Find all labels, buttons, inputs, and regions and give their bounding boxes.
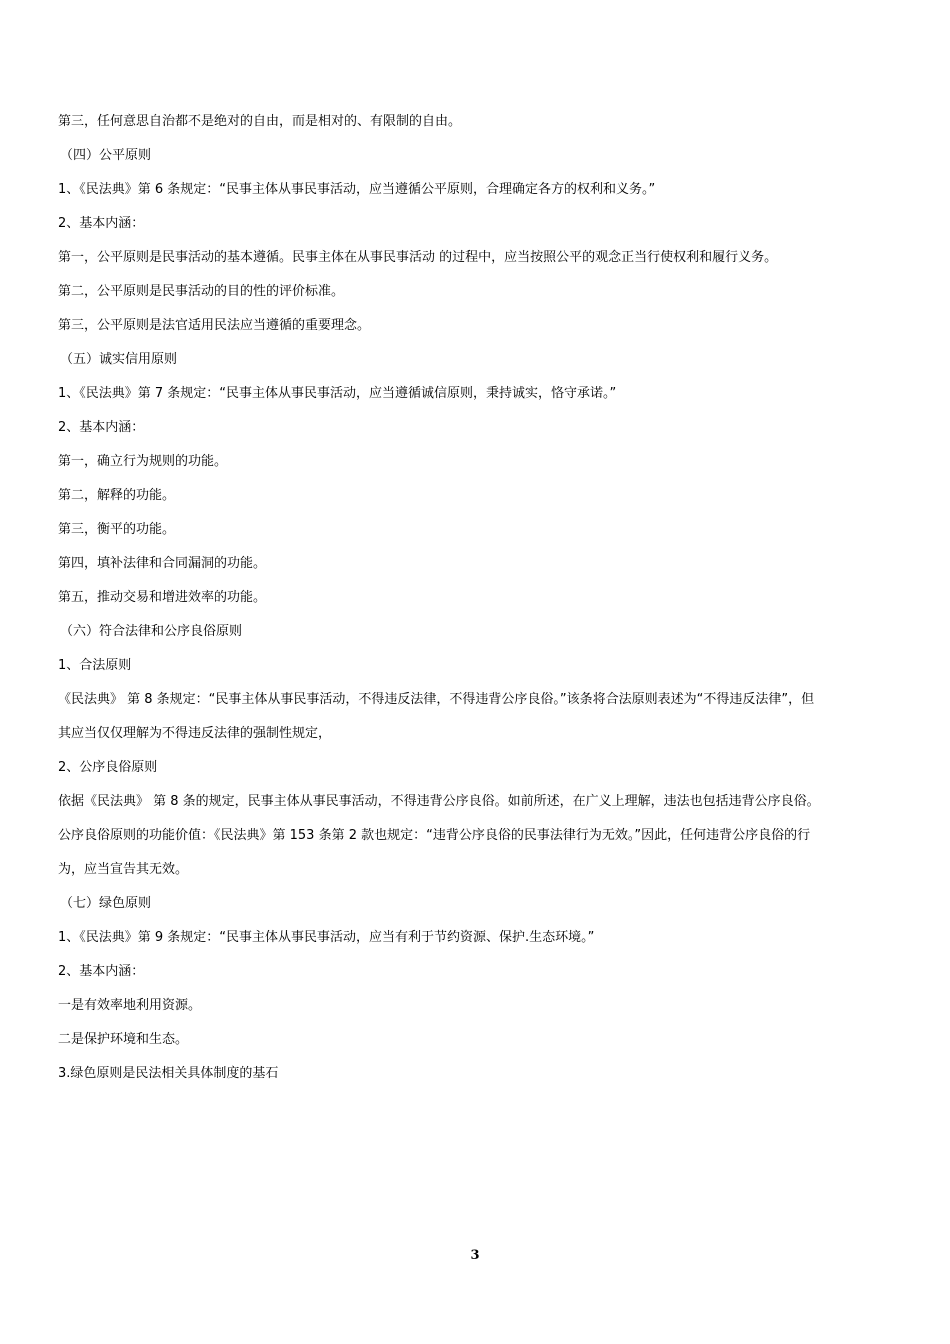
document-body [58, 112, 898, 1098]
text-line: 第一，确立行为规则的功能。 [58, 454, 228, 469]
section-heading-fairness: （四）公平原则 [60, 148, 152, 163]
paragraph-line: 其应当仅仅理解为不得违反法律的强制性规定， [58, 726, 332, 741]
section-heading-good-faith: （五）诚实信用原则 [60, 352, 178, 367]
text-line: 1、《民法典》第 9 条规定：“民事主体从事民事活动，应当有利于节约资源、保护.生态环境。” [58, 930, 595, 945]
text-line: 2、基本内涵： [58, 216, 145, 231]
section-heading-legality: （六）符合法律和公序良俗原则 [60, 624, 243, 639]
text-line: 第三，衡平的功能。 [58, 522, 176, 537]
text-line: 第三，任何意思自治都不是绝对的自由，而是相对的、有限制的自由。 [58, 114, 462, 129]
text-line: 二是保护环境和生态。 [58, 1032, 189, 1047]
text-line: 2、基本内涵： [58, 964, 145, 979]
text-line: 第一，公平原则是民事活动的基本遵循。民事主体在从事民事活动 的过程中，应当按照公平的观念正当行使权利和履行义务。 [58, 250, 778, 265]
text-line: 3.绿色原则是民法相关具体制度的基石 [58, 1066, 279, 1081]
page-number: 3 [470, 1248, 480, 1263]
text-line: 第五，推动交易和增进效率的功能。 [58, 590, 267, 605]
text-line: 2、公序良俗原则 [58, 760, 158, 775]
text-line: 第二，解释的功能。 [58, 488, 176, 503]
paragraph-line: 依据《民法典》 第 8 条的规定，民事主体从事民事活动，不得违背公序良俗。如前所述，在广义上理解，违法也包括违背公序良俗。 [58, 794, 820, 809]
text-line: 第三，公平原则是法官适用民法应当遵循的重要理念。 [58, 318, 371, 333]
text-line: 2、基本内涵： [58, 420, 145, 435]
legality-paragraph [58, 690, 898, 744]
section-heading-green: （七）绿色原则 [60, 896, 152, 911]
text-line: 第四，填补法律和合同漏洞的功能。 [58, 556, 267, 571]
public-order-paragraph [58, 792, 898, 880]
paragraph-line: 公序良俗原则的功能价值：《民法典》第 153 条第 2 款也规定：“违背公序良俗的民事法律行为无效。”因此，任何违背公序良俗的行 [58, 828, 811, 843]
text-line: 1、《民法典》第 6 条规定：“民事主体从事民事活动，应当遵循公平原则，合理确定各方的权利和义务。” [58, 182, 656, 197]
text-line: 1、合法原则 [58, 658, 132, 673]
paragraph-line: 为，应当宣告其无效。 [58, 862, 189, 877]
text-line: 一是有效率地利用资源。 [58, 998, 202, 1013]
text-line: 第二，公平原则是民事活动的目的性的评价标准。 [58, 284, 345, 299]
text-line: 1、《民法典》第 7 条规定：“民事主体从事民事活动，应当遵循诚信原则，秉持诚实，恪守承诺。” [58, 386, 617, 401]
paragraph-line: 《民法典》 第 8 条规定：“民事主体从事民事活动，不得违反法律，不得违背公序良俗。”该条将合法原则表述为“不得违反法律”，但 [58, 692, 815, 707]
